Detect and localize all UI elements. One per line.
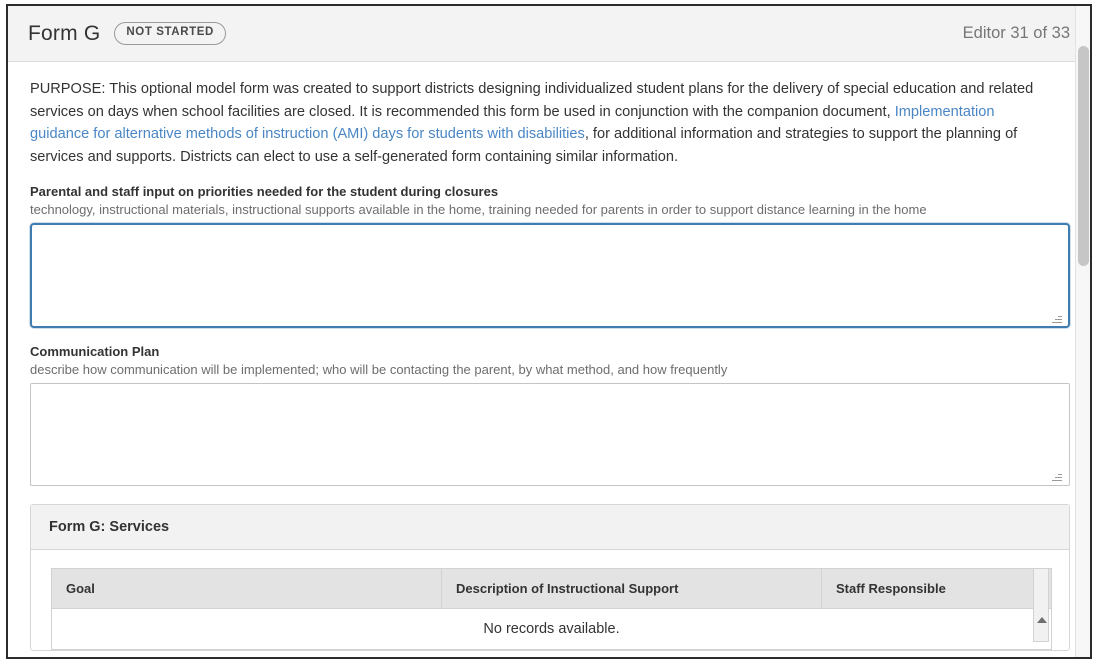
services-panel	[30, 504, 1070, 651]
communication-plan-textarea[interactable]	[30, 383, 1070, 486]
communication-plan-wrap	[30, 383, 1068, 486]
purpose-text-part2: , for additional information and strategies to support the planning of services and supports. Districts can elect to use a self-generated form containing similar information.	[30, 126, 1018, 165]
parental-input-hint: technology, instructional materials, instructional supports available in the home, training needed for parents in order to support distance learning in the home	[30, 202, 927, 217]
purpose-text-part1: PURPOSE: This optional model form was created to support districts designing individualized student plans for the delivery of special education and related services on days when school facilities are closed. It is recommended this form be used in conjunction with the companion document,	[30, 81, 1034, 120]
services-table-body	[52, 609, 1052, 650]
table-header-row	[52, 569, 1052, 609]
column-header-staff[interactable]: Staff Responsible	[822, 569, 1052, 609]
editor-header	[8, 6, 1090, 62]
page-scrollbar-thumb[interactable]	[1078, 46, 1089, 266]
services-panel-body	[31, 550, 1069, 650]
column-header-goal[interactable]: Goal	[52, 569, 442, 609]
application-window	[6, 4, 1092, 659]
editor-counter: Editor 31 of 33	[962, 24, 1070, 42]
editor-body	[8, 62, 1090, 657]
communication-plan-hint: describe how communication will be implemented; who will be contacting the parent, by what method, and how frequently	[30, 362, 728, 377]
parental-input-textarea[interactable]	[30, 223, 1070, 328]
services-table-scrollbar[interactable]	[1033, 568, 1049, 642]
services-table-head	[52, 569, 1052, 609]
empty-state-message: No records available.	[52, 609, 1052, 650]
services-table	[51, 568, 1052, 650]
page-title: Form G	[28, 21, 101, 45]
ami-guidance-link[interactable]: Implementation guidance for alternative methods of instruction (AMI) days for students with disabilities	[30, 103, 995, 142]
column-header-description[interactable]: Description of Instructional Support	[442, 569, 822, 609]
services-panel-title: Form G: Services	[31, 505, 1069, 550]
communication-plan-label: Communication Plan	[30, 344, 160, 359]
chevron-up-icon[interactable]	[1037, 617, 1047, 623]
status-badge: NOT STARTED	[114, 22, 226, 45]
purpose-paragraph	[30, 78, 1044, 168]
page-scrollbar[interactable]	[1075, 6, 1090, 657]
table-row	[52, 609, 1052, 650]
parental-input-wrap	[30, 223, 1068, 328]
parental-input-label: Parental and staff input on priorities needed for the student during closures	[30, 184, 499, 199]
